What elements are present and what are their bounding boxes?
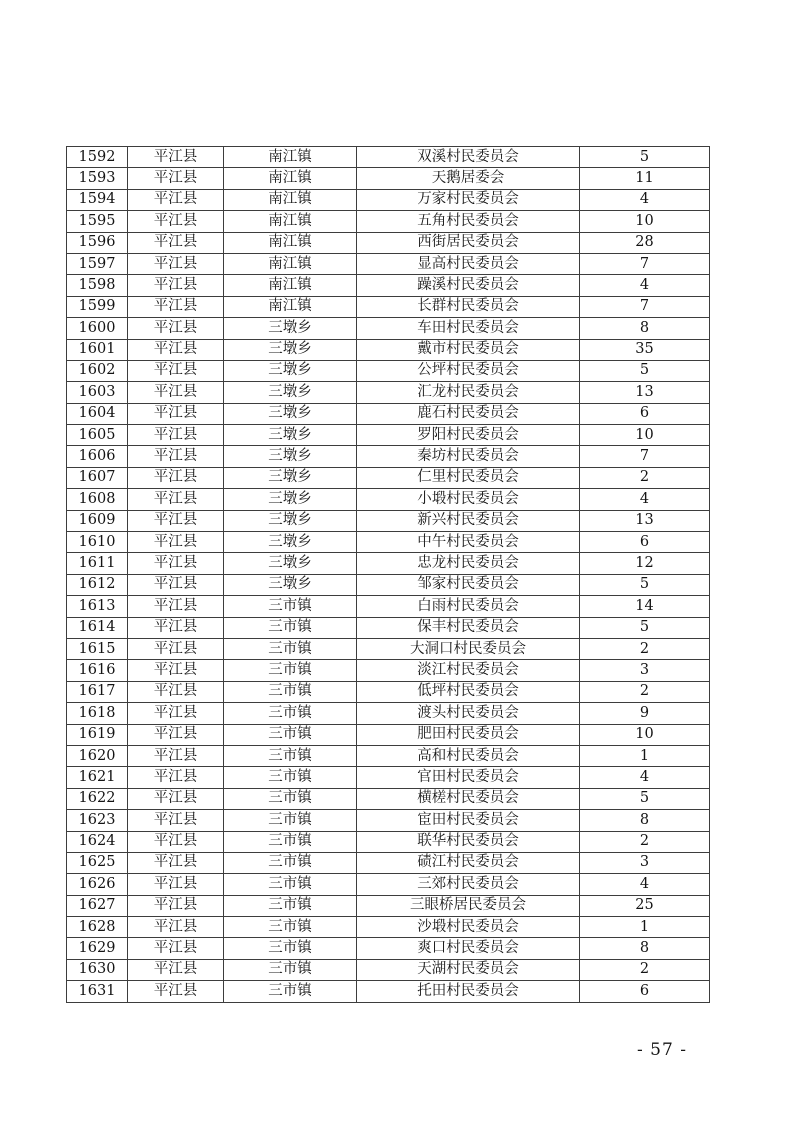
cell-count: 6 <box>580 403 710 424</box>
cell-serial: 1620 <box>67 745 128 766</box>
table-body <box>67 147 710 1003</box>
cell-county: 平江县 <box>128 425 224 446</box>
cell-count: 4 <box>580 489 710 510</box>
cell-town: 三墩乡 <box>224 382 357 403</box>
table-row <box>67 275 710 296</box>
table-row <box>67 339 710 360</box>
cell-serial: 1631 <box>67 981 128 1002</box>
cell-county: 平江县 <box>128 360 224 381</box>
cell-count: 7 <box>580 446 710 467</box>
cell-county: 平江县 <box>128 467 224 488</box>
cell-serial: 1607 <box>67 467 128 488</box>
cell-town: 三墩乡 <box>224 339 357 360</box>
cell-town: 三市镇 <box>224 938 357 959</box>
cell-serial: 1603 <box>67 382 128 403</box>
cell-town: 三市镇 <box>224 617 357 638</box>
cell-county: 平江县 <box>128 211 224 232</box>
cell-organization: 官田村民委员会 <box>357 767 580 788</box>
table-row <box>67 403 710 424</box>
cell-organization: 保丰村民委员会 <box>357 617 580 638</box>
cell-county: 平江县 <box>128 852 224 873</box>
cell-organization: 肥田村民委员会 <box>357 724 580 745</box>
cell-count: 10 <box>580 211 710 232</box>
cell-organization: 新兴村民委员会 <box>357 510 580 531</box>
cell-town: 南江镇 <box>224 253 357 274</box>
table-row <box>67 810 710 831</box>
table-row <box>67 724 710 745</box>
cell-county: 平江县 <box>128 767 224 788</box>
cell-serial: 1601 <box>67 339 128 360</box>
cell-town: 三市镇 <box>224 767 357 788</box>
cell-town: 三墩乡 <box>224 360 357 381</box>
cell-serial: 1598 <box>67 275 128 296</box>
cell-organization: 秦坊村民委员会 <box>357 446 580 467</box>
cell-serial: 1618 <box>67 703 128 724</box>
table-row <box>67 681 710 702</box>
cell-county: 平江县 <box>128 938 224 959</box>
cell-serial: 1628 <box>67 917 128 938</box>
cell-county: 平江县 <box>128 574 224 595</box>
cell-county: 平江县 <box>128 874 224 895</box>
cell-count: 13 <box>580 382 710 403</box>
table-row <box>67 382 710 403</box>
cell-count: 2 <box>580 638 710 659</box>
cell-county: 平江县 <box>128 831 224 852</box>
cell-town: 三市镇 <box>224 703 357 724</box>
cell-organization: 公坪村民委员会 <box>357 360 580 381</box>
cell-organization: 大洞口村民委员会 <box>357 638 580 659</box>
cell-count: 2 <box>580 831 710 852</box>
cell-count: 4 <box>580 767 710 788</box>
cell-county: 平江县 <box>128 382 224 403</box>
cell-organization: 白雨村民委员会 <box>357 596 580 617</box>
cell-town: 三市镇 <box>224 660 357 681</box>
cell-town: 三墩乡 <box>224 318 357 339</box>
cell-serial: 1608 <box>67 489 128 510</box>
cell-town: 三墩乡 <box>224 425 357 446</box>
cell-town: 三市镇 <box>224 874 357 895</box>
cell-county: 平江县 <box>128 617 224 638</box>
cell-organization: 三眼桥居民委员会 <box>357 895 580 916</box>
cell-county: 平江县 <box>128 532 224 553</box>
cell-town: 三市镇 <box>224 745 357 766</box>
cell-serial: 1615 <box>67 638 128 659</box>
cell-county: 平江县 <box>128 318 224 339</box>
cell-serial: 1617 <box>67 681 128 702</box>
cell-organization: 罗阳村民委员会 <box>357 425 580 446</box>
table-row <box>67 360 710 381</box>
cell-count: 5 <box>580 617 710 638</box>
cell-serial: 1596 <box>67 232 128 253</box>
cell-count: 25 <box>580 895 710 916</box>
cell-town: 南江镇 <box>224 189 357 210</box>
cell-organization: 仁里村民委员会 <box>357 467 580 488</box>
cell-count: 2 <box>580 959 710 980</box>
cell-county: 平江县 <box>128 553 224 574</box>
cell-town: 三市镇 <box>224 959 357 980</box>
cell-town: 三墩乡 <box>224 574 357 595</box>
cell-serial: 1605 <box>67 425 128 446</box>
cell-organization: 宦田村民委员会 <box>357 810 580 831</box>
cell-town: 三墩乡 <box>224 532 357 553</box>
cell-organization: 碛江村民委员会 <box>357 852 580 873</box>
cell-organization: 横槎村民委员会 <box>357 788 580 809</box>
cell-count: 8 <box>580 318 710 339</box>
table-row <box>67 831 710 852</box>
cell-organization: 忠龙村民委员会 <box>357 553 580 574</box>
cell-organization: 长群村民委员会 <box>357 296 580 317</box>
cell-town: 三市镇 <box>224 596 357 617</box>
cell-town: 三墩乡 <box>224 467 357 488</box>
cell-organization: 万家村民委员会 <box>357 189 580 210</box>
cell-town: 三市镇 <box>224 981 357 1002</box>
cell-serial: 1626 <box>67 874 128 895</box>
cell-count: 8 <box>580 810 710 831</box>
cell-serial: 1614 <box>67 617 128 638</box>
cell-count: 4 <box>580 275 710 296</box>
cell-serial: 1612 <box>67 574 128 595</box>
cell-serial: 1623 <box>67 810 128 831</box>
cell-county: 平江县 <box>128 724 224 745</box>
cell-organization: 汇龙村民委员会 <box>357 382 580 403</box>
cell-organization: 小塅村民委员会 <box>357 489 580 510</box>
cell-count: 12 <box>580 553 710 574</box>
cell-organization: 五角村民委员会 <box>357 211 580 232</box>
cell-organization: 天鹅居委会 <box>357 168 580 189</box>
cell-town: 三墩乡 <box>224 553 357 574</box>
cell-organization: 低坪村民委员会 <box>357 681 580 702</box>
cell-count: 8 <box>580 938 710 959</box>
cell-town: 南江镇 <box>224 296 357 317</box>
cell-organization: 渡头村民委员会 <box>357 703 580 724</box>
cell-town: 南江镇 <box>224 211 357 232</box>
cell-town: 三墩乡 <box>224 446 357 467</box>
table-row <box>67 874 710 895</box>
table-row <box>67 788 710 809</box>
cell-county: 平江县 <box>128 403 224 424</box>
cell-county: 平江县 <box>128 959 224 980</box>
cell-serial: 1624 <box>67 831 128 852</box>
cell-town: 三墩乡 <box>224 510 357 531</box>
table-row <box>67 938 710 959</box>
table-row <box>67 467 710 488</box>
cell-organization: 联华村民委员会 <box>357 831 580 852</box>
cell-organization: 双溪村民委员会 <box>357 147 580 168</box>
cell-count: 14 <box>580 596 710 617</box>
cell-organization: 鹿石村民委员会 <box>357 403 580 424</box>
cell-county: 平江县 <box>128 745 224 766</box>
cell-organization: 高和村民委员会 <box>357 745 580 766</box>
cell-organization: 托田村民委员会 <box>357 981 580 1002</box>
cell-county: 平江县 <box>128 296 224 317</box>
cell-serial: 1595 <box>67 211 128 232</box>
cell-town: 三墩乡 <box>224 403 357 424</box>
cell-serial: 1619 <box>67 724 128 745</box>
cell-count: 5 <box>580 788 710 809</box>
cell-town: 南江镇 <box>224 147 357 168</box>
cell-serial: 1611 <box>67 553 128 574</box>
table-row <box>67 489 710 510</box>
cell-organization: 西街居民委员会 <box>357 232 580 253</box>
cell-town: 南江镇 <box>224 232 357 253</box>
cell-count: 13 <box>580 510 710 531</box>
cell-serial: 1627 <box>67 895 128 916</box>
cell-county: 平江县 <box>128 681 224 702</box>
cell-count: 5 <box>580 360 710 381</box>
table-row <box>67 296 710 317</box>
table-row <box>67 959 710 980</box>
cell-town: 南江镇 <box>224 275 357 296</box>
cell-town: 三市镇 <box>224 917 357 938</box>
cell-town: 三墩乡 <box>224 489 357 510</box>
table-row <box>67 895 710 916</box>
cell-town: 三市镇 <box>224 852 357 873</box>
cell-count: 4 <box>580 189 710 210</box>
table-row <box>67 318 710 339</box>
cell-organization: 显高村民委员会 <box>357 253 580 274</box>
cell-serial: 1592 <box>67 147 128 168</box>
cell-organization: 沙塅村民委员会 <box>357 917 580 938</box>
cell-count: 11 <box>580 168 710 189</box>
cell-serial: 1600 <box>67 318 128 339</box>
cell-serial: 1593 <box>67 168 128 189</box>
cell-town: 三市镇 <box>224 788 357 809</box>
cell-serial: 1616 <box>67 660 128 681</box>
table-row <box>67 253 710 274</box>
cell-county: 平江县 <box>128 147 224 168</box>
cell-county: 平江县 <box>128 638 224 659</box>
table-row <box>67 596 710 617</box>
cell-county: 平江县 <box>128 489 224 510</box>
cell-town: 三市镇 <box>224 724 357 745</box>
cell-county: 平江县 <box>128 168 224 189</box>
cell-organization: 天湖村民委员会 <box>357 959 580 980</box>
cell-serial: 1599 <box>67 296 128 317</box>
cell-county: 平江县 <box>128 510 224 531</box>
page-number: - 57 - <box>637 1040 687 1060</box>
cell-county: 平江县 <box>128 232 224 253</box>
table-row <box>67 660 710 681</box>
cell-count: 5 <box>580 147 710 168</box>
cell-count: 3 <box>580 852 710 873</box>
cell-serial: 1621 <box>67 767 128 788</box>
cell-count: 6 <box>580 981 710 1002</box>
cell-organization: 躁溪村民委员会 <box>357 275 580 296</box>
table-row <box>67 553 710 574</box>
cell-town: 三市镇 <box>224 895 357 916</box>
cell-count: 9 <box>580 703 710 724</box>
cell-count: 35 <box>580 339 710 360</box>
table-row <box>67 917 710 938</box>
table-row <box>67 617 710 638</box>
cell-count: 10 <box>580 425 710 446</box>
table-row <box>67 852 710 873</box>
cell-organization: 淡江村民委员会 <box>357 660 580 681</box>
table-row <box>67 510 710 531</box>
table-row <box>67 703 710 724</box>
cell-county: 平江县 <box>128 703 224 724</box>
cell-count: 7 <box>580 296 710 317</box>
cell-count: 3 <box>580 660 710 681</box>
cell-count: 1 <box>580 745 710 766</box>
cell-county: 平江县 <box>128 895 224 916</box>
cell-county: 平江县 <box>128 596 224 617</box>
cell-organization: 邹家村民委员会 <box>357 574 580 595</box>
cell-county: 平江县 <box>128 917 224 938</box>
cell-county: 平江县 <box>128 253 224 274</box>
cell-town: 三市镇 <box>224 681 357 702</box>
cell-serial: 1609 <box>67 510 128 531</box>
cell-town: 三市镇 <box>224 638 357 659</box>
cell-organization: 戴市村民委员会 <box>357 339 580 360</box>
cell-serial: 1613 <box>67 596 128 617</box>
cell-county: 平江县 <box>128 189 224 210</box>
cell-town: 南江镇 <box>224 168 357 189</box>
cell-serial: 1625 <box>67 852 128 873</box>
cell-count: 2 <box>580 467 710 488</box>
village-committee-table <box>66 146 710 1003</box>
cell-serial: 1597 <box>67 253 128 274</box>
cell-count: 7 <box>580 253 710 274</box>
cell-county: 平江县 <box>128 810 224 831</box>
cell-town: 三市镇 <box>224 810 357 831</box>
table-row <box>67 168 710 189</box>
cell-serial: 1629 <box>67 938 128 959</box>
cell-organization: 车田村民委员会 <box>357 318 580 339</box>
cell-town: 三市镇 <box>224 831 357 852</box>
cell-count: 10 <box>580 724 710 745</box>
cell-count: 5 <box>580 574 710 595</box>
cell-county: 平江县 <box>128 339 224 360</box>
table-row <box>67 638 710 659</box>
cell-organization: 爽口村民委员会 <box>357 938 580 959</box>
cell-county: 平江县 <box>128 446 224 467</box>
cell-serial: 1604 <box>67 403 128 424</box>
table-row <box>67 574 710 595</box>
table-row <box>67 767 710 788</box>
table-row <box>67 232 710 253</box>
cell-count: 28 <box>580 232 710 253</box>
cell-serial: 1630 <box>67 959 128 980</box>
cell-count: 2 <box>580 681 710 702</box>
cell-serial: 1610 <box>67 532 128 553</box>
table-row <box>67 189 710 210</box>
table-row <box>67 211 710 232</box>
table-row <box>67 745 710 766</box>
cell-serial: 1622 <box>67 788 128 809</box>
cell-serial: 1606 <box>67 446 128 467</box>
table-row <box>67 425 710 446</box>
cell-serial: 1602 <box>67 360 128 381</box>
table-row <box>67 147 710 168</box>
cell-organization: 三郊村民委员会 <box>357 874 580 895</box>
cell-count: 1 <box>580 917 710 938</box>
cell-county: 平江县 <box>128 981 224 1002</box>
table-row <box>67 446 710 467</box>
cell-count: 4 <box>580 874 710 895</box>
cell-county: 平江县 <box>128 660 224 681</box>
cell-county: 平江县 <box>128 788 224 809</box>
cell-county: 平江县 <box>128 275 224 296</box>
table-row <box>67 981 710 1002</box>
cell-count: 6 <box>580 532 710 553</box>
cell-serial: 1594 <box>67 189 128 210</box>
table-row <box>67 532 710 553</box>
cell-organization: 中午村民委员会 <box>357 532 580 553</box>
